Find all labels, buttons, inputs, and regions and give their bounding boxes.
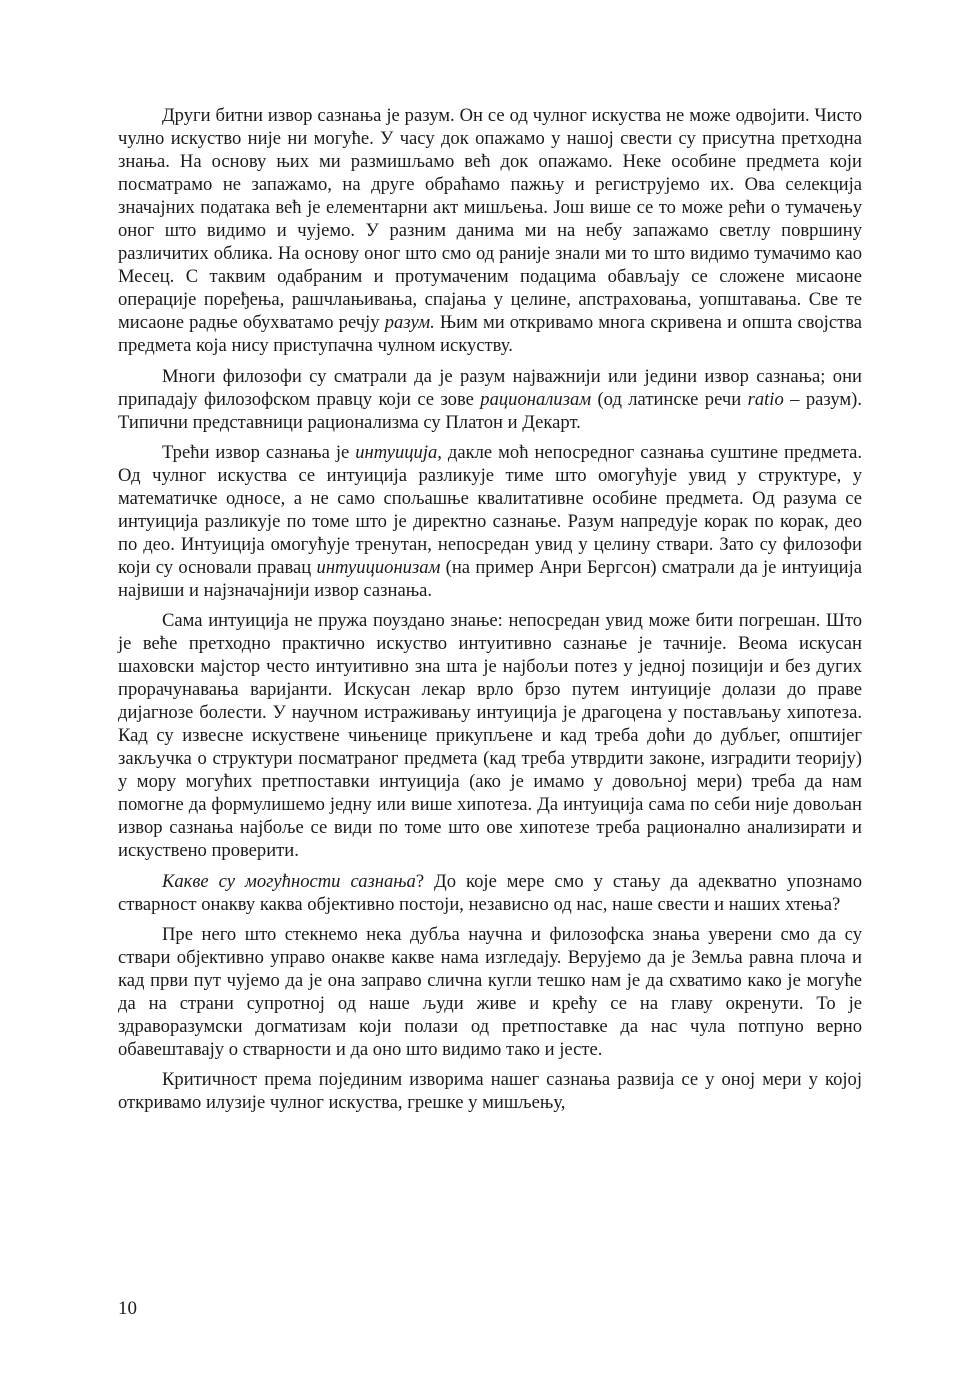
paragraph — [118, 104, 862, 358]
paragraph-text: Њим ми откривамо многа скривена и општа својства предмета која нису приступачна чулном искуству. — [118, 312, 862, 357]
paragraph-text: (од латинске речи — [591, 388, 748, 410]
italic-term: Какве су могућности сазнања — [162, 870, 416, 892]
paragraph — [118, 609, 862, 863]
paragraph-text: Сама интуиција не пружа поуздано знање: непосредан увид може бити погрешан. Што је веће претходно практично искуство интуитивно сазнање је тачније. Веома искусан шаховски мајстор често интуитивно зна шта је најбољи потез у једној позицији и без дугих прорачунавања варијанти. Искусан лекар врло брзо путем интуиције долази до праве дијагнозе болести. У научном истраживању интуиција је драгоцена у постављању хипотеза. Кад су извесне искуствене чињенице прикупљене и кад треба доћи до дубљег, општијег закључка о структури посматраног предмета (кад треба утврдити законе, изградити теорију) у мору могућих претпоставки интуиција (ако је имамо у довољној мери) треба да нам помогне да формулишемо једну или више хипотеза. Да интуиција сама по себи није довољан извор сазнања најбоље се види по томе што ове хипотезе треба рационално анализирати и искуствено проверити. — [118, 609, 862, 862]
italic-term: рационализам — [480, 388, 592, 410]
paragraph-text: Многи филозофи су сматрали да је разум најважнији или једини извор сазнања; они припадају филозофском правцу који се зове — [118, 365, 862, 410]
paragraph — [118, 870, 862, 916]
paragraph — [118, 1068, 862, 1114]
paragraph-text: Пре него што стекнемо нека дубља научна и филозофска знања уверени смо да су ствари објективно управо онакве какве нама изгледају. Верујемо да је Земља равна плоча и кад први пут чујемо да је она заправо слична кугли тешко нам је да схватимо како је могуће да на страни супротној од наше људи живе и крећу се на главу окренути. То је здраворазумски догматизам који полази од претпоставке да нас чула потпуно верно обавештавају о стварности и да оно што видимо тако и јесте. — [118, 923, 862, 1060]
paragraph-text: (на пример Анри Бергсон) сматрали да је интуиција највиши и најзначајнији извор сазнања. — [118, 556, 862, 601]
italic-term: ratio — [747, 388, 784, 410]
page-body — [118, 104, 862, 1114]
italic-term: интуиција, — [355, 441, 442, 463]
paragraph-text: – разум). Типични представници рационализма су Платон и Декарт. — [118, 388, 862, 433]
italic-term: интуиционизам — [316, 556, 441, 578]
paragraph-text: Други битни извор сазнања је разум. Он се од чулног искуства не може одвојити. Чисто чулно искуство није ни могуће. У часу док опажамо у нашој свести су присутна претходна знања. На основу њих ми размишљамо већ док опажамо. Неке особине предмета који посматрамо не запажамо, на друге обраћамо пажњу и региструјемо их. Ова селекција значајних података већ је елементарни акт мишљења. Још више се то може рећи о тумачењу оног што видимо и чујемо. У разним данима ми на небу запажамо светлу површину различитих облика. На основу оног што смо од раније знали ми то што видимо тумачимо као Месец. С таквим одабраним и протумаченим подацима обављају се сложене мисаоне операције поређења, рашчлањивања, спајања у целине, апстраховања, уопштавања. Све те мисаоне радње обухватамо речју — [118, 105, 862, 334]
paragraph — [118, 365, 862, 434]
page-number: 10 — [118, 1298, 137, 1319]
paragraph — [118, 923, 862, 1061]
paragraph-text: дакле моћ непосредног сазнања суштине предмета. Од чулног искуства се интуиција разликује тиме што омогућује увид у структуре, у математичке односе, а не само спољашње квалитативне особине предмета. Од разума се интуиција разликује по томе што је директно сазнање. Разум напредује корак по корак, део по део. Интуиција омогућује тренутан, непосредан увид у целину ствари. Зато су филозофи који су основали правац — [118, 441, 862, 578]
paragraph-text: Трећи извор сазнања је — [162, 441, 356, 463]
paragraph-text: Критичност према појединим изворима нашег сазнања развија се у оној мери у којој откривамо илузије чулног искуства, грешке у мишљењу, — [118, 1068, 862, 1113]
paragraph-text: ? До које мере смо у стању да адекватно упознамо стварност онакву каква објективно постоји, независно од нас, наше свести и наших хтења? — [118, 870, 862, 915]
italic-term: разум. — [384, 312, 435, 334]
paragraph — [118, 441, 862, 602]
